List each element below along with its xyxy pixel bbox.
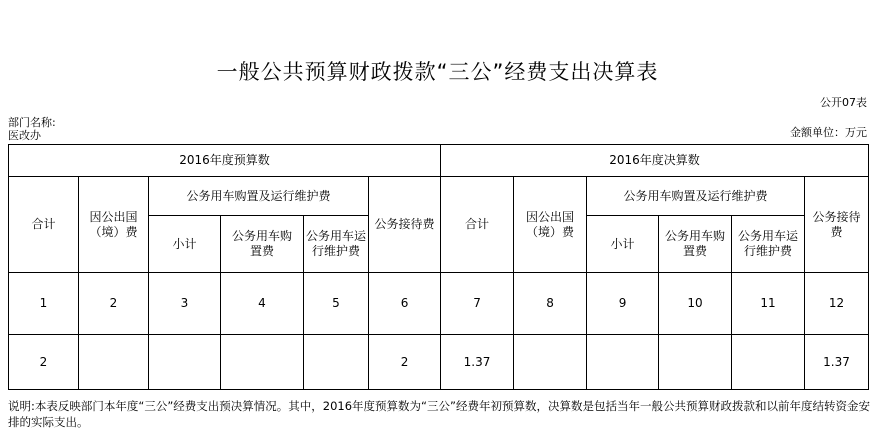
header-budget-vehicle-purchase — [221, 216, 304, 273]
header-budget-subtotal: 小计 — [149, 216, 221, 273]
header-final-abroad — [514, 177, 587, 273]
header-final-vehicle-operate-label: 公务用车运行维护费 — [738, 229, 799, 258]
header-final-reception-label: 公务接待费 — [812, 209, 861, 239]
index-cell: 5 — [304, 273, 369, 335]
department-name: 医改办 — [8, 129, 41, 142]
header-row-year — [9, 145, 869, 177]
index-row — [9, 273, 869, 335]
data-cell-budget-total: 2 — [9, 335, 79, 390]
header-budget-reception-label: 公务接待费 — [374, 217, 435, 231]
header-budget-abroad — [79, 177, 149, 273]
header-budget-vehicle-operate-label: 公务用车运行维护费 — [306, 229, 367, 258]
index-cell: 6 — [369, 273, 441, 335]
header-final-vehicle-operate — [732, 216, 805, 273]
index-cell: 2 — [79, 273, 149, 335]
index-cell: 9 — [587, 273, 659, 335]
data-cell-final-abroad — [514, 335, 587, 390]
data-cell-budget-vehicle-operate — [304, 335, 369, 390]
department-block — [8, 116, 56, 142]
header-budget-vehicle-purchase-label: 公务用车购置费 — [231, 229, 292, 258]
header-final-subtotal: 小计 — [587, 216, 659, 273]
header-budget-abroad-label: 因公出国（境）费 — [89, 209, 138, 239]
footnote: 说明:本表反映部门本年度“三公”经费支出预决算情况。其中，2016年度预算数为“三公”经费年初预算数，决算数是包括当年一般公共预算财政拨款和以前年度结转资金安排的实际支出。 — [8, 399, 870, 429]
page-title: 一般公共预算财政拨款“三公”经费支出决算表 — [216, 60, 659, 84]
data-cell-budget-vehicle-purchase — [221, 335, 304, 390]
index-cell: 7 — [441, 273, 514, 335]
department-label: 部门名称: — [8, 116, 56, 129]
data-cell-budget-reception: 2 — [369, 335, 441, 390]
index-cell: 1 — [9, 273, 79, 335]
amount-unit: 金额单位：万元 — [790, 126, 867, 139]
data-cell-budget-abroad — [79, 335, 149, 390]
data-cell-final-vehicle-operate — [732, 335, 805, 390]
index-cell: 10 — [659, 273, 732, 335]
data-row — [9, 335, 869, 390]
index-cell: 8 — [514, 273, 587, 335]
index-cell: 3 — [149, 273, 221, 335]
header-budget-vehicle-group: 公务用车购置及运行维护费 — [149, 177, 369, 216]
data-cell-budget-subtotal — [149, 335, 221, 390]
header-final-abroad-label: 因公出国（境）费 — [526, 209, 575, 239]
form-number: 公开07表 — [820, 96, 867, 109]
header-final-reception — [805, 177, 869, 273]
header-row-categories — [9, 177, 869, 216]
data-cell-final-reception: 1.37 — [805, 335, 869, 390]
header-final-total: 合计 — [441, 177, 514, 273]
header-budget-year: 2016年度预算数 — [9, 145, 441, 177]
index-cell: 4 — [221, 273, 304, 335]
header-budget-reception — [369, 177, 441, 273]
data-cell-final-vehicle-purchase — [659, 335, 732, 390]
expense-table — [8, 144, 869, 390]
index-cell: 11 — [732, 273, 805, 335]
index-cell: 12 — [805, 273, 869, 335]
header-final-vehicle-group: 公务用车购置及运行维护费 — [587, 177, 805, 216]
data-cell-final-subtotal — [587, 335, 659, 390]
header-final-vehicle-purchase-label: 公务用车购置费 — [665, 229, 726, 258]
header-final-vehicle-purchase — [659, 216, 732, 273]
data-cell-final-total: 1.37 — [441, 335, 514, 390]
header-budget-vehicle-operate — [304, 216, 369, 273]
header-budget-total: 合计 — [9, 177, 79, 273]
header-final-year: 2016年度决算数 — [441, 145, 869, 177]
